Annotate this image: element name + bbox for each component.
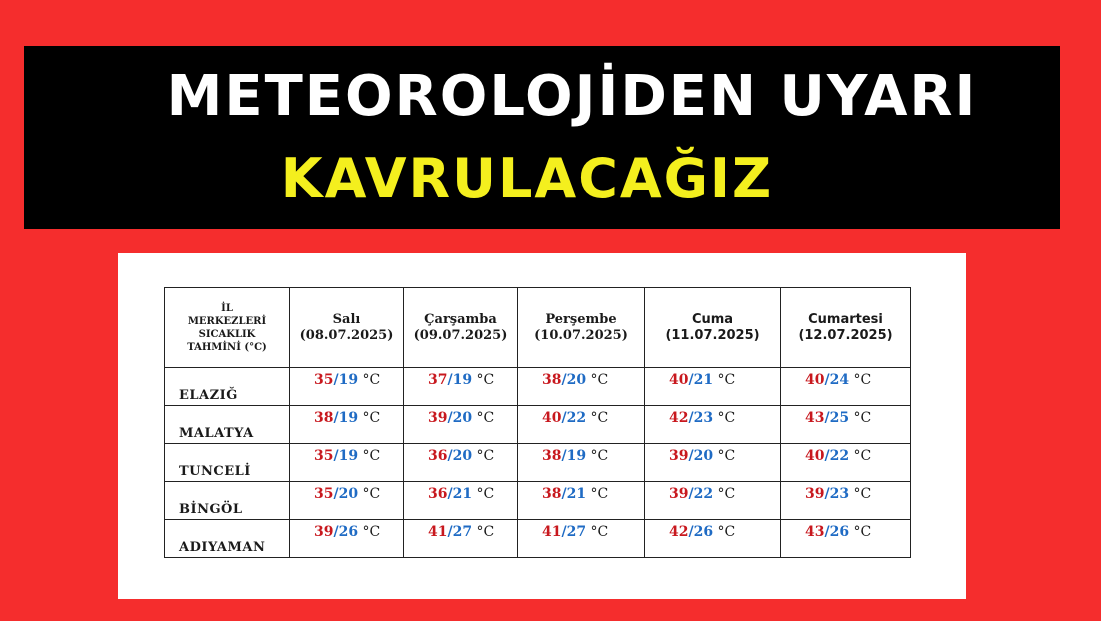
table-row xyxy=(165,368,911,406)
headline-subtitle: KAVRULACAĞIZ xyxy=(280,147,774,210)
unit-label: °C xyxy=(586,486,609,502)
day-name: Cuma xyxy=(691,311,734,327)
header-line: TAHMİNİ (°C) xyxy=(187,341,267,353)
low-temperature: 26 xyxy=(829,524,850,540)
unit-label: °C xyxy=(358,486,381,502)
low-temperature: 22 xyxy=(693,486,714,502)
temperature-separator: / xyxy=(447,410,453,426)
low-temperature: 22 xyxy=(829,448,850,464)
unit-label: °C xyxy=(713,410,736,426)
day-name: Cumartesi xyxy=(808,311,883,327)
low-temperature: 21 xyxy=(693,372,714,388)
temperature-separator: / xyxy=(561,524,567,540)
temperature-cell xyxy=(781,520,911,558)
high-temperature: 43 xyxy=(805,524,825,540)
high-temperature: 41 xyxy=(542,524,562,540)
low-temperature: 20 xyxy=(338,486,359,502)
temperature-separator: / xyxy=(333,410,339,426)
low-temperature: 20 xyxy=(693,448,714,464)
low-temperature: 27 xyxy=(452,524,473,540)
high-temperature: 38 xyxy=(542,448,562,464)
header-line: SICAKLIK xyxy=(198,328,256,340)
temperature-cell xyxy=(781,368,911,406)
unit-label: °C xyxy=(358,524,381,540)
temperature-separator: / xyxy=(688,410,694,426)
forecast-panel xyxy=(118,253,966,599)
unit-label: °C xyxy=(713,486,736,502)
high-temperature: 37 xyxy=(428,372,448,388)
day-date: (08.07.2025) xyxy=(299,327,394,343)
header-line: İL xyxy=(221,302,233,314)
unit-label: °C xyxy=(472,448,495,464)
header-line: MERKEZLERİ xyxy=(187,315,267,327)
header-city-column xyxy=(165,288,290,368)
low-temperature: 26 xyxy=(693,524,714,540)
forecast-table xyxy=(164,287,911,558)
high-temperature: 35 xyxy=(314,372,334,388)
low-temperature: 19 xyxy=(338,410,359,426)
temperature-cell xyxy=(404,444,518,482)
city-name: ADIYAMAN xyxy=(165,520,290,558)
temperature-cell xyxy=(645,444,781,482)
temperature-cell xyxy=(404,520,518,558)
temperature-cell xyxy=(781,406,911,444)
high-temperature: 38 xyxy=(542,372,562,388)
temperature-separator: / xyxy=(688,448,694,464)
city-name: MALATYA xyxy=(165,406,290,444)
unit-label: °C xyxy=(586,372,609,388)
high-temperature: 35 xyxy=(314,448,334,464)
temperature-cell xyxy=(404,368,518,406)
low-temperature: 19 xyxy=(338,448,359,464)
low-temperature: 27 xyxy=(566,524,587,540)
temperature-cell xyxy=(645,520,781,558)
header-day-3 xyxy=(645,288,781,368)
unit-label: °C xyxy=(358,448,381,464)
temperature-separator: / xyxy=(447,524,453,540)
day-date: (10.07.2025) xyxy=(534,327,628,343)
day-date: (11.07.2025) xyxy=(665,327,760,343)
temperature-cell xyxy=(290,444,404,482)
temperature-separator: / xyxy=(447,486,453,502)
temperature-separator: / xyxy=(333,486,339,502)
low-temperature: 19 xyxy=(566,448,587,464)
temperature-cell xyxy=(518,406,645,444)
low-temperature: 21 xyxy=(566,486,587,502)
header-day-1 xyxy=(404,288,518,368)
unit-label: °C xyxy=(849,486,872,502)
headline-banner xyxy=(24,46,1060,229)
high-temperature: 39 xyxy=(428,410,448,426)
temperature-separator: / xyxy=(447,372,453,388)
unit-label: °C xyxy=(586,410,609,426)
high-temperature: 39 xyxy=(805,486,825,502)
temperature-separator: / xyxy=(824,486,830,502)
header-day-4 xyxy=(781,288,911,368)
temperature-separator: / xyxy=(561,486,567,502)
city-name: ELAZIĞ xyxy=(165,368,290,406)
unit-label: °C xyxy=(358,372,381,388)
temperature-cell xyxy=(645,482,781,520)
low-temperature: 19 xyxy=(452,372,473,388)
table-row xyxy=(165,406,911,444)
temperature-separator: / xyxy=(688,524,694,540)
high-temperature: 36 xyxy=(428,486,448,502)
high-temperature: 42 xyxy=(669,410,689,426)
temperature-cell xyxy=(290,368,404,406)
table-row xyxy=(165,444,911,482)
high-temperature: 42 xyxy=(669,524,689,540)
low-temperature: 20 xyxy=(566,372,587,388)
high-temperature: 40 xyxy=(542,410,562,426)
unit-label: °C xyxy=(849,372,872,388)
temperature-separator: / xyxy=(561,410,567,426)
low-temperature: 21 xyxy=(452,486,473,502)
temperature-separator: / xyxy=(333,524,339,540)
low-temperature: 20 xyxy=(452,448,473,464)
high-temperature: 36 xyxy=(428,448,448,464)
temperature-cell xyxy=(290,406,404,444)
unit-label: °C xyxy=(713,372,736,388)
temperature-cell xyxy=(781,482,911,520)
header-day-2 xyxy=(518,288,645,368)
unit-label: °C xyxy=(849,524,872,540)
high-temperature: 41 xyxy=(428,524,448,540)
day-date: (09.07.2025) xyxy=(413,327,508,343)
header-day-0 xyxy=(290,288,404,368)
low-temperature: 26 xyxy=(338,524,359,540)
temperature-cell xyxy=(404,482,518,520)
temperature-cell xyxy=(518,444,645,482)
temperature-separator: / xyxy=(824,524,830,540)
low-temperature: 22 xyxy=(566,410,587,426)
temperature-cell xyxy=(518,368,645,406)
temperature-separator: / xyxy=(824,448,830,464)
high-temperature: 39 xyxy=(669,448,689,464)
temperature-cell xyxy=(645,406,781,444)
unit-label: °C xyxy=(472,372,495,388)
high-temperature: 39 xyxy=(669,486,689,502)
high-temperature: 40 xyxy=(805,448,825,464)
low-temperature: 25 xyxy=(829,410,850,426)
day-name: Salı xyxy=(332,311,361,327)
unit-label: °C xyxy=(849,448,872,464)
temperature-separator: / xyxy=(561,372,567,388)
unit-label: °C xyxy=(472,524,495,540)
city-name: BİNGÖL xyxy=(165,482,290,520)
unit-label: °C xyxy=(472,410,495,426)
day-date: (12.07.2025) xyxy=(798,327,893,343)
day-name: Perşembe xyxy=(545,311,617,327)
high-temperature: 38 xyxy=(542,486,562,502)
temperature-separator: / xyxy=(824,372,830,388)
high-temperature: 35 xyxy=(314,486,334,502)
temperature-separator: / xyxy=(824,410,830,426)
unit-label: °C xyxy=(586,448,609,464)
low-temperature: 23 xyxy=(829,486,850,502)
headline-title: METEOROLOJİDEN UYARI xyxy=(166,64,978,129)
temperature-cell xyxy=(290,520,404,558)
table-row xyxy=(165,482,911,520)
unit-label: °C xyxy=(586,524,609,540)
temperature-cell xyxy=(781,444,911,482)
unit-label: °C xyxy=(849,410,872,426)
city-name: TUNCELİ xyxy=(165,444,290,482)
temperature-separator: / xyxy=(688,486,694,502)
temperature-cell xyxy=(290,482,404,520)
temperature-cell xyxy=(518,482,645,520)
table-header-row xyxy=(165,288,911,368)
temperature-cell xyxy=(645,368,781,406)
temperature-separator: / xyxy=(447,448,453,464)
unit-label: °C xyxy=(358,410,381,426)
high-temperature: 38 xyxy=(314,410,334,426)
day-name: Çarşamba xyxy=(424,311,497,327)
high-temperature: 40 xyxy=(805,372,825,388)
forecast-body xyxy=(165,368,911,558)
temperature-separator: / xyxy=(333,448,339,464)
low-temperature: 20 xyxy=(452,410,473,426)
temperature-separator: / xyxy=(561,448,567,464)
low-temperature: 24 xyxy=(829,372,850,388)
low-temperature: 23 xyxy=(693,410,714,426)
unit-label: °C xyxy=(713,448,736,464)
unit-label: °C xyxy=(713,524,736,540)
low-temperature: 19 xyxy=(338,372,359,388)
high-temperature: 39 xyxy=(314,524,334,540)
temperature-cell xyxy=(404,406,518,444)
temperature-separator: / xyxy=(688,372,694,388)
unit-label: °C xyxy=(472,486,495,502)
temperature-separator: / xyxy=(333,372,339,388)
high-temperature: 40 xyxy=(669,372,689,388)
table-row xyxy=(165,520,911,558)
temperature-cell xyxy=(518,520,645,558)
high-temperature: 43 xyxy=(805,410,825,426)
